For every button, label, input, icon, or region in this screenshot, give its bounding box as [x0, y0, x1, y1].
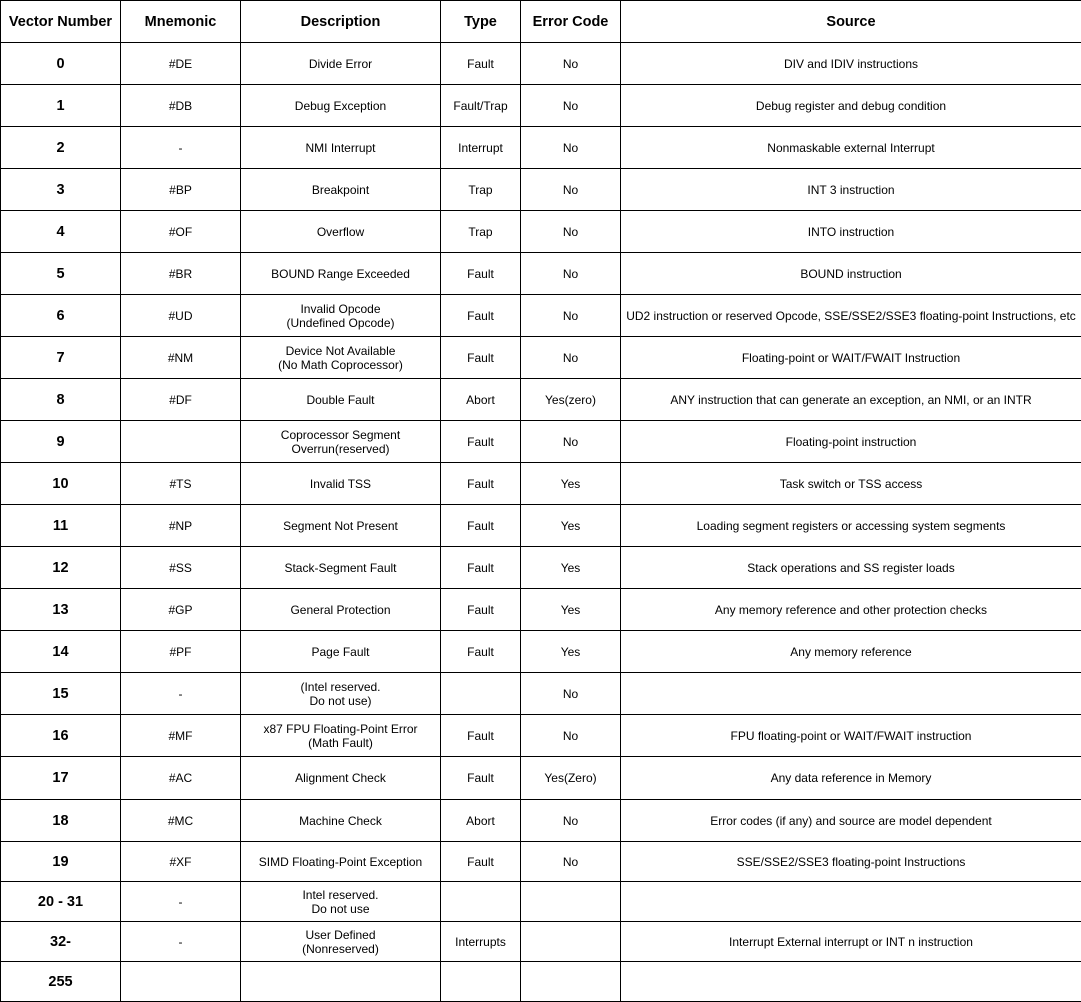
cell-source: [621, 882, 1081, 922]
cell-type: Fault: [441, 421, 521, 463]
cell-source: FPU floating-point or WAIT/FWAIT instruction: [621, 715, 1081, 757]
cell-error-code: No: [521, 295, 621, 337]
cell-mnemonic: #BP: [121, 169, 241, 211]
cell-description: Machine Check: [241, 800, 441, 842]
cell-mnemonic: #UD: [121, 295, 241, 337]
cell-type: [441, 962, 521, 1002]
cell-description: Stack-Segment Fault: [241, 547, 441, 589]
cell-type: Fault: [441, 337, 521, 379]
cell-description: Intel reserved. Do not use: [241, 882, 441, 922]
cell-source: Error codes (if any) and source are model dependent: [621, 800, 1081, 842]
cell-mnemonic: #DB: [121, 85, 241, 127]
cell-mnemonic: #XF: [121, 842, 241, 882]
cell-description: General Protection: [241, 589, 441, 631]
cell-description: Invalid Opcode (Undefined Opcode): [241, 295, 441, 337]
cell-description: Coprocessor Segment Overrun(reserved): [241, 421, 441, 463]
cell-error-code: No: [521, 43, 621, 85]
table-row: [1, 757, 1081, 800]
cell-mnemonic: -: [121, 882, 241, 922]
cell-vector-number: 13: [1, 589, 121, 631]
cell-vector-number: 8: [1, 379, 121, 421]
cell-error-code: Yes: [521, 463, 621, 505]
table-row: [1, 463, 1081, 505]
cell-type: Fault: [441, 842, 521, 882]
cell-description: Breakpoint: [241, 169, 441, 211]
cell-type: Abort: [441, 379, 521, 421]
cell-error-code: Yes: [521, 505, 621, 547]
cell-description: Page Fault: [241, 631, 441, 673]
cell-mnemonic: -: [121, 127, 241, 169]
cell-mnemonic: #NM: [121, 337, 241, 379]
cell-type: Fault: [441, 757, 521, 800]
cell-source: Nonmaskable external Interrupt: [621, 127, 1081, 169]
cell-vector-number: 20 - 31: [1, 882, 121, 922]
cell-vector-number: 6: [1, 295, 121, 337]
cell-type: [441, 882, 521, 922]
cell-mnemonic: -: [121, 673, 241, 715]
header-error-code: Error Code: [521, 1, 621, 43]
cell-type: [441, 673, 521, 715]
cell-mnemonic: #DF: [121, 379, 241, 421]
cell-mnemonic: #BR: [121, 253, 241, 295]
cell-source: Interrupt External interrupt or INT n instruction: [621, 922, 1081, 962]
cell-error-code: Yes: [521, 631, 621, 673]
header-description: Description: [241, 1, 441, 43]
cell-error-code: No: [521, 253, 621, 295]
cell-vector-number: 15: [1, 673, 121, 715]
cell-source: Floating-point or WAIT/FWAIT Instruction: [621, 337, 1081, 379]
cell-mnemonic: #GP: [121, 589, 241, 631]
cell-source: BOUND instruction: [621, 253, 1081, 295]
cell-vector-number: 11: [1, 505, 121, 547]
table-row: [1, 882, 1081, 922]
cell-mnemonic: [121, 962, 241, 1002]
cell-type: Trap: [441, 169, 521, 211]
header-mnemonic: Mnemonic: [121, 1, 241, 43]
cell-type: Fault: [441, 43, 521, 85]
cell-description: Debug Exception: [241, 85, 441, 127]
cell-error-code: No: [521, 211, 621, 253]
cell-description: (Intel reserved. Do not use): [241, 673, 441, 715]
cell-mnemonic: #PF: [121, 631, 241, 673]
cell-source: Task switch or TSS access: [621, 463, 1081, 505]
cell-error-code: No: [521, 715, 621, 757]
cell-source: INT 3 instruction: [621, 169, 1081, 211]
cell-mnemonic: #MF: [121, 715, 241, 757]
cell-source: [621, 673, 1081, 715]
cell-vector-number: 17: [1, 757, 121, 800]
cell-source: Loading segment registers or accessing system segments: [621, 505, 1081, 547]
cell-mnemonic: [121, 421, 241, 463]
cell-mnemonic: #SS: [121, 547, 241, 589]
cell-mnemonic: #AC: [121, 757, 241, 800]
cell-mnemonic: #NP: [121, 505, 241, 547]
cell-vector-number: 14: [1, 631, 121, 673]
table-row: [1, 505, 1081, 547]
cell-type: Fault: [441, 547, 521, 589]
cell-description: Overflow: [241, 211, 441, 253]
cell-vector-number: 255: [1, 962, 121, 1002]
cell-vector-number: 32-: [1, 922, 121, 962]
cell-vector-number: 9: [1, 421, 121, 463]
table-row: [1, 253, 1081, 295]
cell-type: Fault: [441, 631, 521, 673]
cell-type: Abort: [441, 800, 521, 842]
cell-type: Fault: [441, 463, 521, 505]
table-row: [1, 673, 1081, 715]
cell-type: Fault: [441, 295, 521, 337]
cell-mnemonic: #MC: [121, 800, 241, 842]
cell-mnemonic: -: [121, 922, 241, 962]
cell-source: SSE/SSE2/SSE3 floating-point Instructions: [621, 842, 1081, 882]
cell-mnemonic: #OF: [121, 211, 241, 253]
cell-description: Segment Not Present: [241, 505, 441, 547]
cell-source: Any data reference in Memory: [621, 757, 1081, 800]
cell-error-code: No: [521, 337, 621, 379]
table-row: [1, 547, 1081, 589]
cell-error-code: Yes: [521, 547, 621, 589]
cell-vector-number: 4: [1, 211, 121, 253]
table-row: [1, 631, 1081, 673]
cell-description: x87 FPU Floating-Point Error (Math Fault): [241, 715, 441, 757]
cell-description: [241, 962, 441, 1002]
cell-error-code: [521, 922, 621, 962]
cell-error-code: No: [521, 169, 621, 211]
cell-source: [621, 962, 1081, 1002]
table-row: [1, 295, 1081, 337]
cell-vector-number: 1: [1, 85, 121, 127]
table-row: [1, 842, 1081, 882]
cell-source: DIV and IDIV instructions: [621, 43, 1081, 85]
table-row: [1, 337, 1081, 379]
table-row: [1, 800, 1081, 842]
cell-error-code: No: [521, 842, 621, 882]
table-row: [1, 922, 1081, 962]
table-row: [1, 715, 1081, 757]
cell-error-code: [521, 882, 621, 922]
table-row: [1, 169, 1081, 211]
header-type: Type: [441, 1, 521, 43]
cell-type: Fault: [441, 253, 521, 295]
header-source: Source: [621, 1, 1081, 43]
cell-source: Any memory reference: [621, 631, 1081, 673]
table-row: [1, 589, 1081, 631]
cell-mnemonic: #TS: [121, 463, 241, 505]
cell-error-code: Yes(Zero): [521, 757, 621, 800]
table-row: [1, 43, 1081, 85]
table-row: [1, 379, 1081, 421]
cell-vector-number: 16: [1, 715, 121, 757]
cell-vector-number: 3: [1, 169, 121, 211]
cell-description: Double Fault: [241, 379, 441, 421]
cell-error-code: No: [521, 673, 621, 715]
cell-error-code: No: [521, 421, 621, 463]
cell-error-code: Yes(zero): [521, 379, 621, 421]
cell-error-code: No: [521, 127, 621, 169]
cell-vector-number: 0: [1, 43, 121, 85]
cell-type: Interrupt: [441, 127, 521, 169]
table-row: [1, 962, 1081, 1002]
table-row: [1, 85, 1081, 127]
header-vector-number: Vector Number: [1, 1, 121, 43]
cell-vector-number: 5: [1, 253, 121, 295]
cell-type: Fault: [441, 715, 521, 757]
cell-source: Debug register and debug condition: [621, 85, 1081, 127]
cell-type: Trap: [441, 211, 521, 253]
cell-description: Divide Error: [241, 43, 441, 85]
cell-source: UD2 instruction or reserved Opcode, SSE/SSE2/SSE3 floating-point Instructions, etc: [621, 295, 1081, 337]
table-row: [1, 127, 1081, 169]
cell-error-code: [521, 962, 621, 1002]
cell-error-code: No: [521, 85, 621, 127]
cell-type: Fault: [441, 589, 521, 631]
cell-type: Fault/Trap: [441, 85, 521, 127]
cell-vector-number: 18: [1, 800, 121, 842]
cell-vector-number: 10: [1, 463, 121, 505]
cell-description: NMI Interrupt: [241, 127, 441, 169]
cell-source: Any memory reference and other protection checks: [621, 589, 1081, 631]
table-body: [1, 43, 1081, 1002]
cell-description: SIMD Floating-Point Exception: [241, 842, 441, 882]
cell-source: Floating-point instruction: [621, 421, 1081, 463]
table-header-row: [1, 1, 1081, 43]
table-row: [1, 211, 1081, 253]
cell-description: Invalid TSS: [241, 463, 441, 505]
cell-source: ANY instruction that can generate an exception, an NMI, or an INTR: [621, 379, 1081, 421]
cell-description: User Defined (Nonreserved): [241, 922, 441, 962]
cell-vector-number: 7: [1, 337, 121, 379]
cell-error-code: No: [521, 800, 621, 842]
cell-vector-number: 2: [1, 127, 121, 169]
cell-error-code: Yes: [521, 589, 621, 631]
cell-type: Interrupts: [441, 922, 521, 962]
table-row: [1, 421, 1081, 463]
cell-source: INTO instruction: [621, 211, 1081, 253]
cell-mnemonic: #DE: [121, 43, 241, 85]
cell-description: Device Not Available (No Math Coprocessor): [241, 337, 441, 379]
cell-source: Stack operations and SS register loads: [621, 547, 1081, 589]
cell-type: Fault: [441, 505, 521, 547]
cell-description: Alignment Check: [241, 757, 441, 800]
cell-vector-number: 12: [1, 547, 121, 589]
cell-vector-number: 19: [1, 842, 121, 882]
cell-description: BOUND Range Exceeded: [241, 253, 441, 295]
